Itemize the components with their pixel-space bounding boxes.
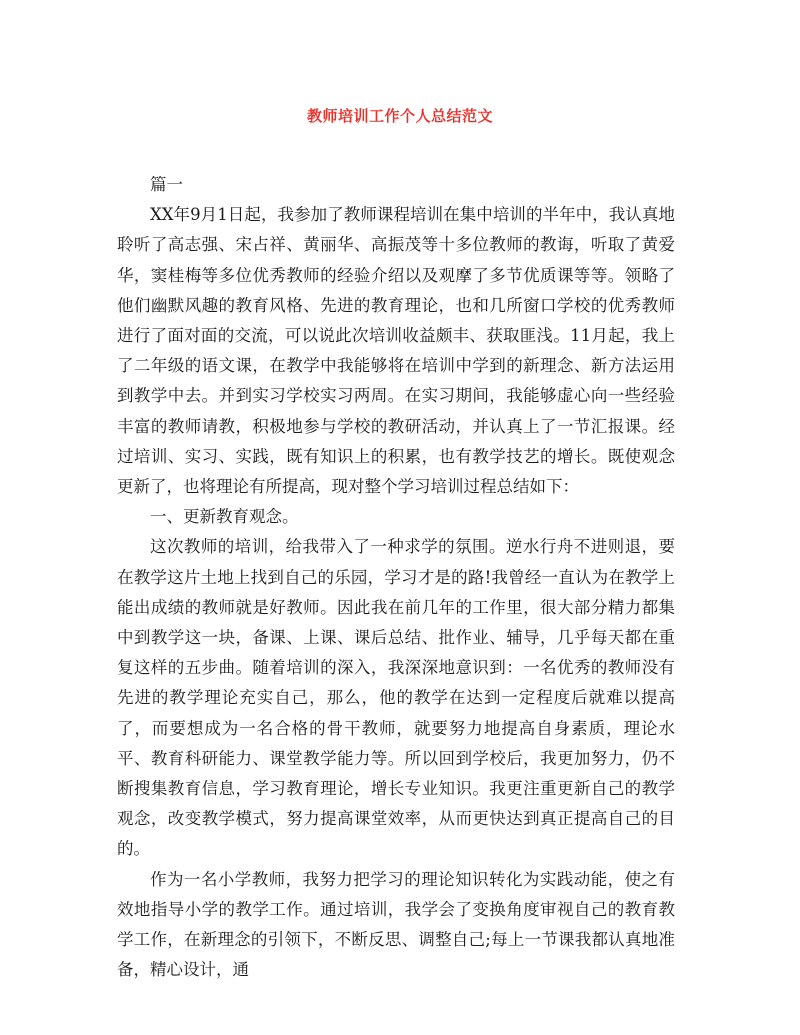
paragraph: XX年9月1日起，我参加了教师课程培训在集中培训的半年中，我认真地聆听了高志强、宋占祥、黄丽华、高振茂等十多位教师的教诲，听取了黄爱华，窦桂梅等多位优秀教师的经验介绍以及观摩了多节优质课等等。领略了他们幽默风趣的教育风格、先进的教育理论，也和几所窗口学校的优秀教师进行了面对面的交流，可以说此次培训收益颇丰、获取匪浅。11月起，我上了二年级的语文课，在教学中我能够将在培训中学到的新理念、新方法运用到教学中去。并到实习学校实习两周。在实习期间，我能够虚心向一些经验丰富的教师请教，积极地参与学校的教研活动，并认真上了一节汇报课。经过培训、实习、实践，既有知识上的积累，也有教学技艺的增长。既使观念更新了，也将理论有所提高，现对整个学习培训过程总结如下： [117, 205, 675, 497]
document-title: 教师培训工作个人总结范文 [306, 107, 493, 125]
section-label: 篇一 [150, 175, 183, 194]
section-heading: 一、更新教育观念。 [150, 507, 299, 527]
paragraph: 这次教师的培训，给我带入了一种求学的氛围。逆水行舟不进则退，要在教学这片土地上找到自己的乐园，学习才是的路!我曾经一直认为在教学上能出成绩的教师就是好教师。因此我在前几年的工作里，很大部分精力都集中到教学这一块，备课、上课、课后总结、批作业、辅导，几乎每天都在重复这样的五步曲。随着培训的深入，我深深地意识到：一名优秀的教师没有先进的教学理论充实自己，那么，他的教学在达到一定程度后就难以提高了，而要想成为一名合格的骨干教师，就要努力地提高自身素质，理论水平、教育科研能力、课堂教学能力等。所以回到学校后，我更加努力，仍不断搜集教育信息，学习教育理论，增长专业知识。我更注重更新自己的教学观念，改变教学模式，努力提高课堂效率，从而更快达到真正提高自己的目的。 [117, 537, 675, 859]
document-body [117, 170, 675, 985]
paragraph: 作为一名小学教师，我努力把学习的理论知识转化为实践动能，使之有效地指导小学的教学工作。通过培训，我学会了变换角度审视自己的教育教学工作，在新理念的引领下，不断反思、调整自己;每上一节课我都认真地准备，精心设计，通 [117, 869, 675, 980]
